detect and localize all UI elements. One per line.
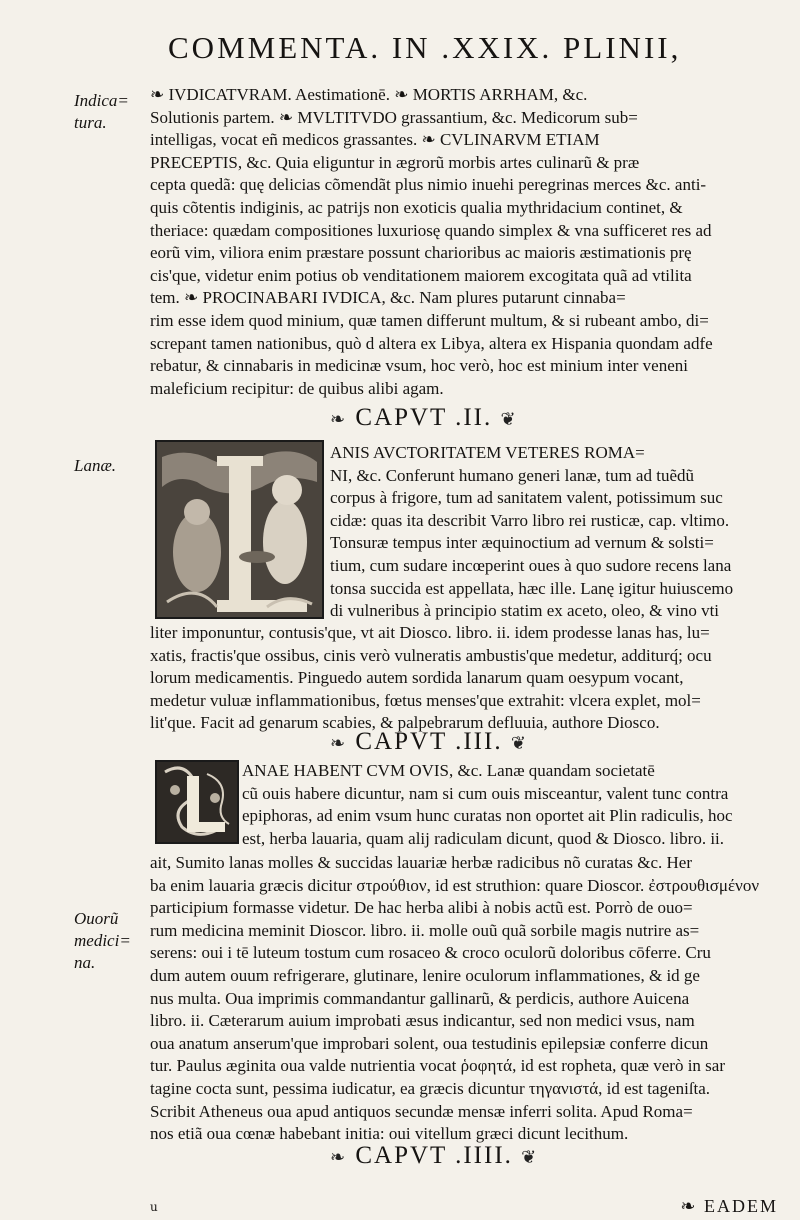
chapter-3-text-beside-initial <box>242 760 778 850</box>
text-line: ba enim lauaria græcis dicitur στρούθιον, id est struthion: quare Dioscor. ἐστρουθισμένον <box>150 875 760 895</box>
text-line: di vulneribus à principio statim ex aceto, oleo, & vino vti <box>330 601 720 621</box>
marginal-line: Ouorũ <box>74 909 119 928</box>
text-line: tium, cum sudare incœperint oues à quo sudore recens lana <box>330 555 732 575</box>
fleuron-ornament: ❦ <box>500 409 518 429</box>
text-line: Tonsuræ tempus inter æquinoctium ad vernum & solsti= <box>330 533 714 553</box>
chapter-title: CAPVT .III. <box>355 728 503 755</box>
text-line: epiphoras, ad enim vsum hunc curatas non oportet ait Plin radiculis, hoc <box>242 806 733 826</box>
fleuron-ornament: ❦ <box>521 1147 539 1167</box>
chapter-2-text-beside-initial <box>330 442 778 623</box>
text-line: rebatur, & cinnabaris in medicinæ vsum, hoc verò, hoc est minium inter veneni <box>150 356 688 376</box>
text-line: ait, Sumito lanas molles & succidas lauariæ herbæ radicibus nõ curatas &c. Her <box>150 853 692 872</box>
text-line: tur. Paulus æginita oua valde nutrientia vocat ῥοφητά, id est ropheta, quæ verò in sar <box>150 1056 726 1076</box>
catchword: ❧ EADEM <box>680 1196 778 1216</box>
text-line: Solutionis partem. ❧ MVLTITVDO grassantium, &c. Medicorum sub= <box>150 107 638 127</box>
text-line: cidæ: quas ita describit Varro libro rei rusticæ, cap. vltimo. <box>330 510 730 530</box>
chapter-heading-3 <box>330 728 650 756</box>
text-line: intelligas, vocat eñ medicos grassantes. ❧ CVLINARVM ETIAM <box>150 130 600 150</box>
marginal-note-ouorum <box>74 908 144 974</box>
text-line: eorũ vim, viliora enim præstare possunt charioribus ac maioris æstimationis prę <box>150 243 692 263</box>
text-line: tem. ❧ PROCINABARI IVDICA, &c. Nam plures putarunt cinnaba= <box>150 288 626 308</box>
leaf-ornament: ❧ <box>330 733 348 753</box>
fleuron-ornament: ❦ <box>510 733 528 753</box>
text-line: tonsa succida est appellata, hæc ille. Lanę igitur huiuscemo <box>330 578 734 598</box>
text-line: liter imponuntur, contusis'que, vt ait Diosco. libro. ii. idem prodesse lanas has, lu= <box>150 623 710 642</box>
chapter-heading-4 <box>330 1142 650 1170</box>
text-line: cepta quedã: quę delicias cõmendãt plus nimio inuehi peregrinas merces &c. anti- <box>150 175 707 195</box>
text-line: est, herba lauaria, quam alij radiculam dicunt, quod & Diosco. libro. ii. <box>242 828 725 848</box>
chapter-title: CAPVT .IIII. <box>355 1142 513 1169</box>
running-head: COMMENTA. IN .XXIX. PLINII, <box>168 30 682 65</box>
text-line: nus multa. Oua imprimis commandantur gallinarũ, & perdicis, authore Auicena <box>150 988 690 1008</box>
commentary-block-1 <box>150 84 778 400</box>
text-line: lit'que. Facit ad genarum scabies, & palpebrarum defluuia, authore Diosco. <box>150 713 660 733</box>
chapter-heading-2 <box>330 404 650 432</box>
text-line: serens: oui i tē luteum tostum cum rosaceo & croco oculorũ doloribus cōferre. Cru <box>150 943 711 963</box>
text-line: NI, &c. Conferunt humano generi lanæ, tum ad tuẽdũ <box>330 465 694 485</box>
text-line: theriace: quædam compositiones luxuriosę quando simplex & vna sufficeret res ad <box>150 220 712 240</box>
text-line: libro. ii. Cæterarum auium improbati æsus indicantur, sed non medici vsus, nam <box>150 1011 695 1031</box>
text-line: cũ ouis habere dicuntur, nam si cum ouis misceantur, valent tunc contra <box>242 783 729 803</box>
text-line: ANAE HABENT CVM OVIS, &c. Lanæ quandam societatē <box>242 761 655 780</box>
text-line: oua anatum anserum'que improbari solent, oua testudinis epilepsiæ conferre dicun <box>150 1033 709 1053</box>
text-line: tagine cocta sunt, pessima iudicatur, ea græcis dicuntur τηγανιστά, id est tageniſta. <box>150 1078 711 1098</box>
text-line: dum autem ouum refrigerare, glutinare, lenire oculorum inflammationes, & id ge <box>150 965 700 985</box>
text-line: rim esse idem quod minium, quæ tamen differunt multum, & si rubeant ambo, di= <box>150 310 709 330</box>
text-line: nos etiã oua cœnæ habebant initia: oui vitellum græci dicunt lecithum. <box>150 1124 629 1144</box>
marginal-note-indicatura <box>74 90 144 134</box>
text-line: corpus à frigore, tum ad sanitatem valent, potissimum suc <box>330 488 723 508</box>
chapter-2-text <box>150 622 778 735</box>
text-line: PRECEPTIS, &c. Quia eliguntur in ægrorũ morbis artes culinarũ & præ <box>150 152 640 172</box>
marginal-line: Indica= <box>74 91 129 110</box>
chapter-title: CAPVT .II. <box>355 404 493 431</box>
text-line: rum medicina meminit Dioscor. libro. ii. molle ouũ quã sorbile magis nutrire as= <box>150 920 700 940</box>
chapter-3-text <box>150 852 778 1146</box>
decorated-initial-l-foliate <box>155 760 239 844</box>
woodcut-illustration <box>157 442 322 617</box>
text-line: screpant tamen nationibus, quò d altera ex Libya, altera ex Hispania quondam adfe <box>150 333 713 353</box>
decorated-initial-l-woodcut <box>155 440 324 619</box>
text-line: maleficium recipitur: de quibus alibi agam. <box>150 378 444 398</box>
marginal-line: na. <box>74 953 96 972</box>
foliate-ornament <box>157 762 237 842</box>
marginal-note-lanae: Lanæ. <box>74 456 117 475</box>
text-line: Scribit Atheneus oua apud antiquos secundæ mensæ inferri solita. Apud Roma= <box>150 1101 693 1121</box>
signature-mark: u <box>150 1200 158 1214</box>
marginal-line: medici= <box>74 931 131 950</box>
text-line: ❧ IVDICATVRAM. Aestimationē. ❧ MORTIS ARRHAM, &c. <box>150 85 588 104</box>
marginal-line: tura. <box>74 113 107 132</box>
text-line: participium formasse videtur. De hac herba alibi à nobis actũ est. Porrò de ouo= <box>150 898 693 918</box>
text-line: ANIS AVCTORITATEM VETERES ROMA= <box>330 443 645 462</box>
text-line: xatis, fractis'que ossibus, cinis verò vulneratis ambustis'que medetur, additurq́; ocu <box>150 645 712 665</box>
text-line: quis cõtentis indiginis, ac patrijs non exoticis qualia mythridacium continet, & <box>150 197 683 217</box>
text-line: cis'que, videtur enim potius ob venditationem maiorem excogitata quã ad vtilita <box>150 265 692 285</box>
leaf-ornament: ❧ <box>330 1147 348 1167</box>
text-line: lorum medicamentis. Pinguedo autem sordida lanarum quam oesypum vocant, <box>150 668 684 688</box>
leaf-ornament: ❧ <box>330 409 348 429</box>
text-line: medetur vuluæ inflammationibus, fœtus menses'que extrahit: vlcera explet, mol= <box>150 690 701 710</box>
